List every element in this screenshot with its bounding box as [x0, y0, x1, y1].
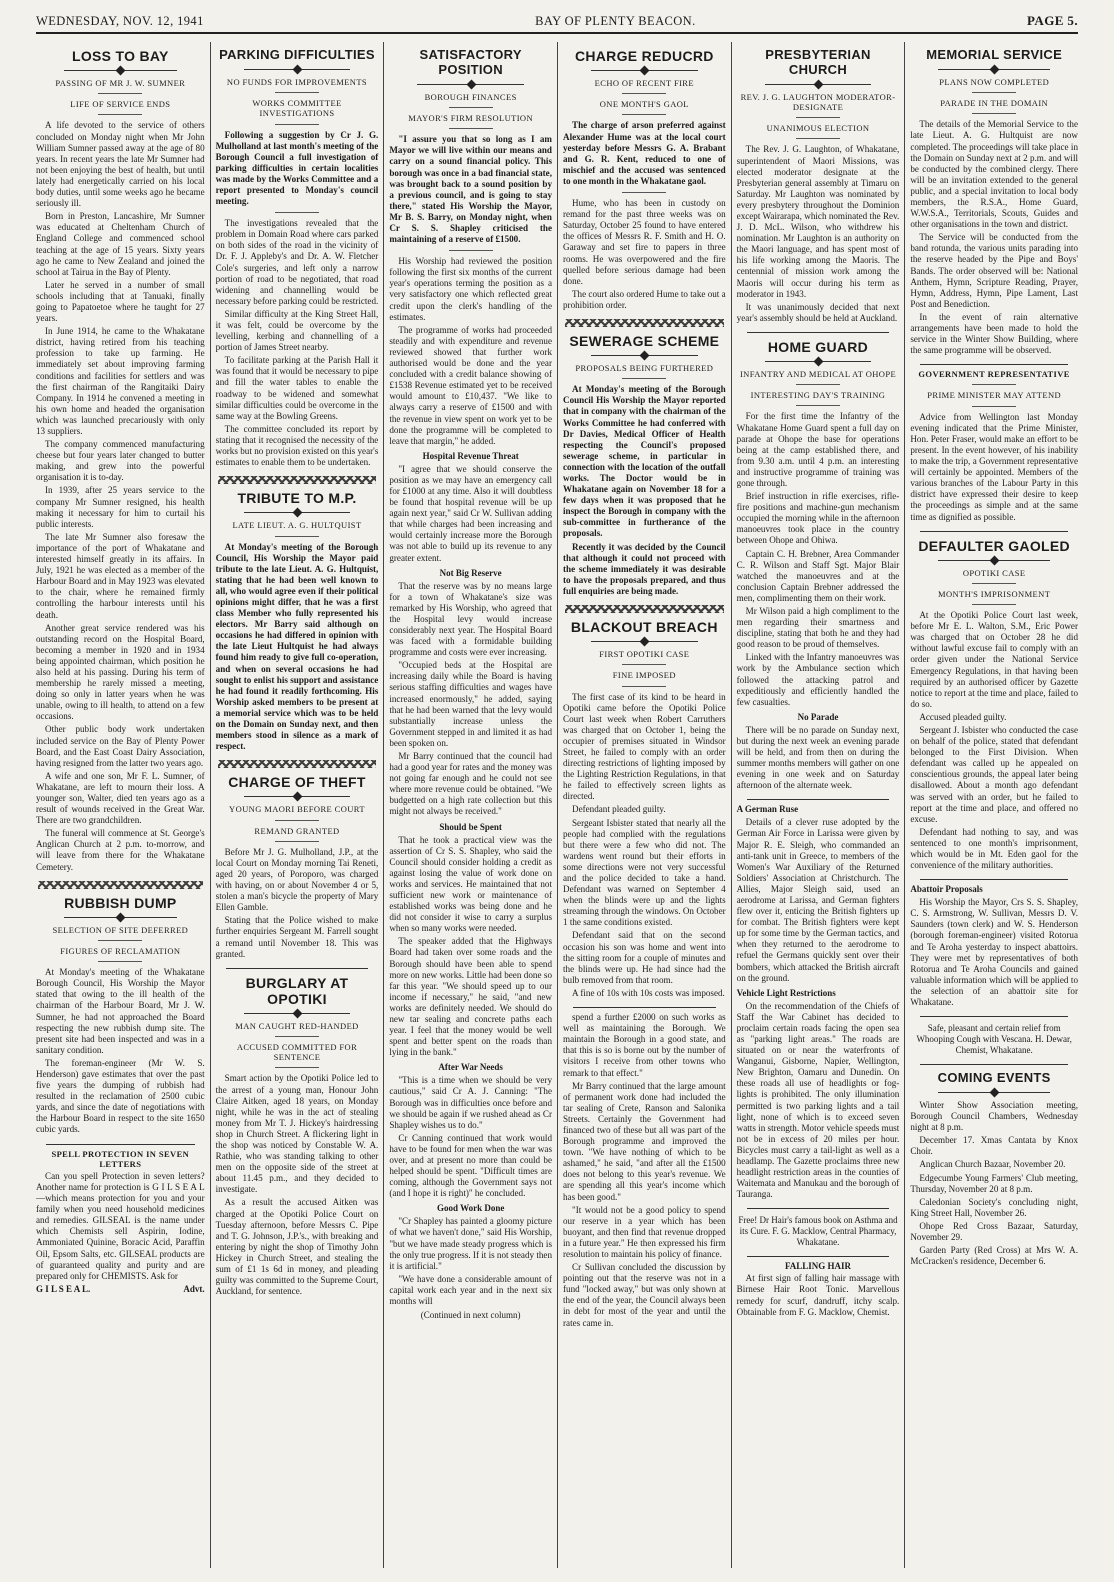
paragraph: It was unanimously decided that next year's assembly should be held at Auckland.	[736, 301, 900, 323]
paragraph: "Occupied beds at the Hospital are increasing daily while the Board is having serious staffing difficulties and wages have increased enormously," he added, saying that he had been warned that the levy would substantially increase unless the Government stepped in and limited it as had been spoken on.	[389, 660, 552, 748]
divider	[920, 364, 1068, 365]
headline-rule	[244, 792, 351, 801]
paragraph: That he took a practical view was the assertion of Cr S. S. Shapley, who said the Council should consider holding a credit as against losing the value of work done on works and services. He maintained that not sufficient new work or maintenance of established works was being done and he did not consider it wise to carry a surplus when so many works were needed.	[389, 834, 552, 934]
article-rubbish-dump	[36, 895, 205, 1136]
deck-divider	[275, 1067, 319, 1068]
deck: PROPOSALS BEING FURTHERED	[575, 363, 714, 374]
paragraph: Defendant said that on the second occasion his son was home and went into the sitting room for a couple of minutes and the blinds were up. He had since had the bulb removed from that room.	[563, 930, 726, 985]
paragraph: That the reserve was by no means large for a town of Whakatane's size was remarked by His Worship, who agreed that the Hospital levy would increase considerably next year. The Hospital Board was faced with a formidable building programme and costs were ever increasing.	[389, 580, 552, 658]
article-body	[389, 256, 552, 1307]
headline-rule	[244, 508, 351, 517]
paragraph: spend a further £2000 on such works as well as maintaining the Borough. We maintain the Borough in a good state, and that this is so is borne out by the number of visitors I receive from other towns who remark to that effect."	[563, 1012, 726, 1078]
headline: LOSS TO BAY	[71, 48, 169, 64]
deck: PLANS NOW COMPLETED	[939, 76, 1050, 87]
article-satisfactory-position	[389, 48, 552, 1320]
deck: LATE LIEUT. A. G. HULTQUIST	[232, 520, 362, 531]
deck: MAYOR'S FIRM RESOLUTION	[408, 113, 534, 124]
paragraph: Other public body work undertaken included service on the Bay of Plenty Power Board, and the East Coast Dairy Association, having resigned from the latter two years ago.	[36, 724, 205, 768]
deck-divider	[275, 820, 319, 821]
headline: RUBBISH DUMP	[64, 894, 177, 911]
article-government-representative	[910, 369, 1078, 522]
deck-divider	[622, 93, 666, 94]
deck: INTERESTING DAY'S TRAINING	[750, 390, 886, 401]
deck-divider	[275, 92, 319, 93]
paragraph: In June 1914, he came to the Whakatane district, having retired from his teaching profession to take up farming. He immediately set about improving farming conditions and facilities for settlers and was the first chairman of the Rangitaiki Dairy Company. In 1914 he convened a meeting in his own home and headed the organisation which was launched precariously with only 13 suppliers.	[36, 326, 205, 436]
article-body	[563, 198, 726, 311]
paragraph: On the recommendation of the Chiefs of Staff the War Cabinet has decided to proclaim certain roads facing the open sea as "parking light areas." The roads are situated on or near the waterfronts of Wanganui, Gisborne, Napier, Wellington, New Brighton, Oamaru and Dunedin. On these roads all use of headlights or fog-lights is prohibited. The only illumination permitted is two parking lights and a tail light, none of which is to exceed seven watts in strength. Motor vehicle speeds must not be in excess of 20 miles per hour. Bicycles must carry a tail-light as well as a headlamp. The Gazette proclaims three new headlight restriction areas in the counties of Waitemata and Manukau and the borough of Tauranga.	[736, 1000, 900, 1200]
paragraph: Sergeant Isbister stated that nearly all the people had complied with the regulations but there were a few who did not. The wardens went round but their efforts in some directions were not very successful and the police decided to take a hand. Defendant was warned on September 4 when the blinds were up and the lights streaming through the windows. On October 1 the same conditions existed.	[563, 817, 726, 928]
deck: REMAND GRANTED	[254, 825, 340, 836]
paragraph: The company commenced manufacturing cheese but four years later changed to butter making, and grew into the powerful organisation it is to-day.	[36, 439, 205, 483]
paragraph: "It would not be a good policy to spend our reserve in a year which has been buoyant, and then find that revenue dropped in a future year." He then expressed his firm resolution to maintain his policy of finance.	[563, 1204, 726, 1259]
deck-divider	[98, 961, 142, 962]
paragraph: For the first time the Infantry of the Whakatane Home Guard spent a full day on parade at Ohope the base for operations being at the camp established there, and from 9.30 a.m. until 4 p.m. an interesting and instructive programme of training was gone through.	[736, 411, 900, 488]
headline: CHARGE REDUCRD	[574, 48, 714, 64]
column-4	[557, 42, 731, 1568]
paragraph: Brief instruction in rifle exercises, rifle-fire positions and machine-gun mechanism occupied the morning while in the afternoon manoeuvres took place in the country between Ohope and Ohiwa.	[736, 491, 900, 546]
advert-body	[36, 1171, 205, 1282]
divider	[920, 1016, 1068, 1017]
headline: BURGLARY AT OPOTIKI	[245, 974, 349, 1007]
deck-divider	[972, 406, 1016, 407]
paragraph: Recently it was decided by the Council that although it could not proceed with the scheme immediately it was desirable to have the proposals prepared, and thus full enquiries are being made.	[563, 541, 726, 596]
divider	[747, 1208, 890, 1209]
paragraph: "We have done a considerable amount of capital work each year and in the next six months will	[389, 1273, 552, 1306]
events-list	[910, 1100, 1078, 1267]
advert-asthma: Free! Dr Hair's famous book on Asthma and its Cure. F. G. Macklow, Central Pharmacy, Whakatane.	[738, 1215, 898, 1248]
article-defaulter-gaoled	[910, 538, 1078, 872]
event-item: Ohope Red Cross Bazaar, Saturday, November 29.	[910, 1220, 1078, 1242]
deck-divider	[796, 405, 840, 406]
paragraph: The foreman-engineer (Mr W. S. Henderson) gave estimates that over the past five years the dumping of rubbish had resulted in the reclamation of 2500 cubic yards, and since the date of negotiations with the Harbour Board in respect to the site 1650 cubic yards.	[36, 1057, 205, 1135]
paragraph: The programme of works had proceeded steadily and with expenditure and revenue reviewed showed that further work authorised would be done and the year concluded with a credit balance showing of £1538 Revenue estimated yet to be received would amount to £10,437. "We like to always carry a reserve of £1500 and with the revenue in view spent on work yet to be done the programme will be completed to leave that margin," he added.	[389, 324, 552, 446]
headline-rule	[938, 556, 1050, 565]
column-1	[36, 42, 210, 1568]
article-presbyterian	[737, 48, 900, 324]
newspaper-columns	[36, 42, 1078, 1568]
divider	[920, 531, 1068, 532]
event-item: December 17. Xmas Cantata by Knox Choir.	[910, 1135, 1078, 1157]
masthead	[36, 8, 1078, 34]
deck-divider	[622, 686, 666, 687]
deck-divider	[449, 128, 493, 129]
article-charge-reduced	[563, 48, 726, 311]
deck: FIRST OPOTIKI CASE	[599, 649, 690, 660]
advert-body	[737, 1273, 900, 1317]
paragraph: "Cr Shapley has painted a gloomy picture of what we haven't done," said His Worship, "but we have made steady progress which is the only true progress. If it is not steady then it is artificial."	[389, 1216, 552, 1271]
deck: FIGURES OF RECLAMATION	[60, 945, 181, 956]
deck-divider	[972, 113, 1016, 114]
divider	[747, 799, 890, 800]
deck-divider	[622, 664, 666, 665]
paragraph: At Monday's meeting of the Borough Council, His Worship the Mayor paid tribute to the late Lieut. A. G. Hultquist, stating that he had been well known to all, who would agree even if their political opinions might differ, that he was a first class Member who fully represented his electors. Mr Barry said although on occasions he had differed in opinion with the late Lieut Hultquist he had always found him ready to give full co-operation, and when on several occasions he had sought to enlist his support and assistance he had found it readily forthcoming. His Worship asked members to be present at a memorial service which was to be held on the Domain on Sunday next, and then members stood in silence as a mark of respect.	[215, 541, 379, 752]
subheading: Good Work Done	[436, 1203, 505, 1214]
article-home-guard	[737, 339, 900, 791]
paragraph: Another great service rendered was his outstanding record on the Hospital Board, becoming a member in 1920 and in 1934 being appointed chairman, which position he also held at his passing. During his term of membership he rarely missed a meeting, doing so only in latter years when he was unable, owing to ill health, to attend on a few occasions.	[36, 622, 205, 722]
advert-falling-hair	[737, 1261, 900, 1317]
headline: HOME GUARD	[767, 338, 869, 355]
deck: NO FUNDS FOR IMPROVEMENTS	[226, 76, 368, 87]
deck: WORKS COMMITTEE INVESTIGATIONS	[252, 98, 342, 119]
article-body	[216, 847, 379, 960]
zigzag-divider	[218, 476, 377, 484]
paragraph: Smart action by the Opotiki Police led to the arrest of a young man, Honour John Claire Aitken, aged 18 years, on Monday night, while he was in the act of stealing money from Mr T. J. Hickey's hairdressing shop in Church Street. A flickering light in the shop was noticed by Constable W. A. Rathie, who was standing talking to other men on the opposite side of the street at about 11.45 p.m., and they decided to investigate.	[215, 1073, 379, 1195]
zigzag-divider	[565, 319, 724, 327]
headline: SATISFACTORY POSITION	[419, 47, 522, 77]
deck-divider	[622, 378, 666, 379]
deck: ONE MONTH'S GAOL	[599, 99, 689, 110]
section-coming-events	[910, 1071, 1078, 1267]
paragraph: As a result the accused Aitken was charged at the Opotiki Police Court on Tuesday afternoon, before Messrs C. Pipe and T. G. Johnson, J.P.'s., with breaking and entering by night the shop of Timothy John Hickey in Church Street, and stealing the sum of £1 1s 6d in money, and pleading guilty was committed to the Supreme Court, Auckland, for sentence.	[215, 1197, 379, 1297]
divider	[46, 1144, 195, 1145]
deck: LIFE OF SERVICE ENDS	[70, 99, 171, 110]
headline: CHARGE OF THEFT	[228, 774, 366, 791]
headline-rule	[938, 1088, 1050, 1097]
deck: INFANTRY AND MEDICAL AT OHOPE	[739, 369, 897, 380]
subheading: No Parade	[797, 711, 839, 722]
headline-rule	[64, 913, 177, 922]
deck-divider	[275, 212, 319, 213]
headline-rule	[64, 66, 177, 75]
deck-divider	[972, 604, 1016, 605]
article-body	[737, 411, 900, 791]
article-lead	[389, 134, 552, 245]
article-body	[563, 692, 726, 1000]
article-body	[36, 120, 205, 872]
event-item: Winter Show Association meeting, Borough Council Chambers, Wednesday night at 8 p.m.	[910, 1099, 1078, 1133]
deck-divider	[275, 124, 319, 125]
paragraph: Similar difficulty at the King Street Hall, it was felt, could be overcome by the levelling, kerbing and channelling of a portion of James Street nearby.	[215, 308, 379, 353]
article-lead	[216, 130, 379, 208]
paragraph: His Worship the Mayor, Crs S. S. Shapley, C. S. Armstrong, W. Sullivan, Messrs D. V. Saunders (town clerk) and W. S. Henderson (borough foreman-engineer) visited Rotorua and Te Aroha yesterday to inspect abattoirs. They were met by representatives of both Rotorua and Te Aroha Councils and gained valuable information which will be applied to the selection of an abattoir site for Whakatane.	[910, 897, 1078, 1008]
headline: PRESBYTERIAN CHURCH	[765, 47, 871, 77]
deck: ACCUSED COMMITTED FOR SENTENCE	[236, 1042, 358, 1063]
paragraph: In the event of rain alternative arrangements have been made to hold the service in the Winter Show Building, where the same programme will be observed.	[910, 311, 1078, 356]
paragraph: The first case of its kind to be heard in Opotiki came before the Opotiki Police Court last week when Robert Carruthers was charged that on October 1, being the occupier of premises situated in Windsor Street, he failed to comply with an order directing restrictions of lighting imposed by the Lighting Restriction Regulations, in that he failed to effectively screen lights as directed.	[563, 691, 726, 802]
paragraph: The investigations revealed that the problem in Domain Road where cars parked on both sides of the road in the vicinity of Dr. F. J. Appleby's and Dr. A. W. Fletcher Cole's surgeries, and left only a narrow portion of road to be negotiated, that road widening and channelling would be necessary before parking could be restricted.	[215, 218, 379, 306]
paragraph: The late Mr Sumner also foresaw the importance of the port of Whakatane and interested himself greatly in its affairs. In July, 1921 he was elected as a member of the Harbour Board and in May 1923 was elevated to the chair, where he remained firmly controlling the harbour interests until his death.	[36, 531, 205, 620]
advt-label: Advt.	[183, 1283, 205, 1294]
zigzag-divider	[218, 760, 377, 768]
article-body	[910, 412, 1078, 523]
zigzag-divider	[565, 605, 724, 613]
article-tribute	[216, 490, 379, 752]
paragraph: "This is a time when we should be very cautious," said Cr A. J. Canning: "The Borough was in difficulties once before and we should be again if we rushed ahead as Cr Shapley wishes us to do."	[389, 1075, 552, 1130]
newspaper-title: BAY OF PLENTY BEACON.	[535, 14, 696, 28]
advert-headline: SPELL PROTECTION IN SEVEN LETTERS	[51, 1148, 190, 1169]
deck: PARADE IN THE DOMAIN	[940, 98, 1049, 109]
paragraph: Captain C. H. Brebner, Area Commander C. R. Wilson and Staff Sgt. Major Blair watched the manoeuvres and at the conclusion Captain Brebner addressed the men, complimenting them on their work.	[736, 548, 900, 603]
paragraph: "I assure you that so long as I am Mayor we will live within our means and carry on a sound financial policy. This borough was once in a bad financial state, was brought back to a sound position by a previous council, and is going to stay there," stated His Worship the Mayor, Mr B. S. Barry, on Monday night, when Cr S. S. Shapley criticised the maintaining of a reserve of £1500.	[389, 134, 552, 245]
article-body	[910, 119, 1078, 356]
article-sewerage	[563, 333, 726, 597]
paragraph: A fine of 10s with 10s costs was imposed.	[572, 987, 725, 998]
deck: YOUNG MAORI BEFORE COURT	[229, 804, 365, 815]
article-parking	[216, 48, 379, 468]
article-body	[737, 144, 900, 324]
divider	[920, 1064, 1068, 1065]
paragraph: In 1939, after 25 years service to the company Mr Sumner resigned, his health making it necessary for him to curtail his public interests.	[36, 485, 205, 529]
paragraph: Sergeant J. Isbister who conducted the case on behalf of the police, stated that defendant belonged to the First Division. When defendant was called up he appealed on conscientious grounds, the appeal later being disallowed. About a month ago defendant was served with an order, but he failed to report at the time and place, and offered no excuse.	[910, 725, 1078, 824]
paragraph: To facilitate parking at the Parish Hall it was found that it would be necessary to pipe and fill the water tables to enable the roadway to be widened and somewhat similar difficulties could be overcome in the same way at the Bowling Greens.	[215, 355, 379, 421]
deck-divider	[622, 192, 666, 193]
headline-rule	[244, 65, 351, 74]
divider	[920, 879, 1068, 880]
paragraph: Stating that the Police wished to make further enquiries Sergeant M. Farrell sought a remand until November 18. This was granted.	[215, 915, 379, 959]
subheading: Vehicle Light Restrictions	[736, 987, 836, 998]
deck: MONTH'S IMPRISONMENT	[938, 588, 1051, 599]
subheading: Should be Spent	[439, 821, 502, 832]
deck: MAN CAUGHT RED-HANDED	[235, 1020, 359, 1031]
headline-rule	[591, 351, 698, 360]
article-body	[216, 1073, 379, 1297]
article-body	[910, 610, 1078, 871]
article-memorial-service	[910, 48, 1078, 356]
paragraph: Advice from Wellington last Monday evening indicated that the Prime Minister, Hon. Peter Fraser, would make an effort to be present. In the event however, of his inability to make the trip, a Government representative will certainly be appointed. Members of the various branches of the Labour Party in this district have expressed their desire to keep the proceedings as simple and at the same time as dignified as possible.	[910, 411, 1078, 522]
paragraph: Hume, who has been in custody on remand for the past three weeks was on Saturday, October 25 found to have entered the offices of Messrs R. F. Smith and H. O. Garaway and set fire to papers in three rooms. He was overpowered and the fire quelled before serious damage had been done.	[563, 198, 726, 286]
deck: SELECTION OF SITE DEFERRED	[52, 924, 189, 935]
article-loss-to-bay	[36, 48, 205, 873]
zigzag-divider	[38, 881, 203, 889]
paragraph: Cr Canning continued that work would have to be found for men when the war was over, and at present no more than could be helped should be spent. "Difficult times are coming, although the Government says not (and I hope it is right)" he concluded.	[389, 1132, 552, 1199]
subheading: Hospital Revenue Threat	[422, 450, 519, 461]
advert-signature	[36, 1284, 205, 1294]
deck: OPOTIKI CASE	[962, 567, 1026, 578]
paragraph: At Monday's meeting of the Whakatane Borough Council, His Worship the Mayor stated that owing to the ill health of the chairman of the Harbour Board, Mr J. W. Sumner, he had not approached the Board respecting the new rubbish dump site. The present site had been inspected and was in a sanitary condition.	[36, 967, 205, 1055]
deck-divider	[98, 93, 142, 94]
paragraph: Cr Sullivan concluded the discussion by pointing out that the reserve was not in a fund "locked away," but was only shown at the end of the year, the Council always been in debt for most of the year and until the rates came in.	[563, 1262, 726, 1328]
subheading: After War Needs	[438, 1062, 503, 1073]
subheading: Not Big Reserve	[439, 567, 502, 578]
divider	[747, 1256, 890, 1257]
event-item: Caledonian Society's concluding night, King Street Hall, November 26.	[910, 1196, 1078, 1218]
paragraph: The speaker added that the Highways Board had taken over some roads and the Borough should have been able to spend more on new works. Little had been done so far this year. "We should speed up to our income if necessary," he said, "and new works are definitely needed. We should do new tar sealing and concrete paths each year. I feel that the money would be well spent and better spent on the roads than lying in the bank."	[389, 936, 552, 1058]
paragraph: Born in Preston, Lancashire, Mr Sumner was educated at Cheltenham Church of England College and commenced school teaching at the age of 15 years. Sixty years ago he came to New Zealand and joined the school at Tairua in the Bay of Plenty.	[36, 211, 205, 277]
deck: UNANIMOUS ELECTION	[766, 123, 870, 134]
article-body	[216, 542, 379, 753]
article-abattoir-proposals	[910, 884, 1078, 1008]
paragraph: Following a suggestion by Cr J. G. Mulholland at last month's meeting of the Borough Council a full investigation of parking difficulties in certain localities was made by the Works Committee and a report presented to Monday's council meeting.	[215, 129, 379, 207]
headline-rule	[244, 1009, 351, 1018]
paragraph: The committee concluded its report by stating that it recognised the necessity of the works but no provision existed on this year's estimates to enable them to be undertaken.	[215, 423, 379, 468]
paragraph: Mr Wilson paid a high compliment to the men regarding their smartness and discipline, stating that both he and they had good reason to be proud of themselves.	[736, 606, 900, 650]
paragraph: His Worship had reviewed the position following the first six months of the current year's operations terming the position as a very satisfactory one which reflected great credit upon the clerk's handling of the estimates.	[389, 256, 552, 322]
deck-divider	[98, 940, 142, 941]
deck-divider	[972, 384, 1016, 385]
headline: GOVERNMENT REPRESENTATIVE	[918, 369, 1070, 380]
paragraph: The Service will be conducted from the band rotunda, the various units parading into the reserve headed by the Pipe and Boys' Bands. The order observed will be: National Anthem, Hymn, Scripture Reading, Prayer, Hymn, Address, Hymn, Pipe Lament, Last Post and Benediction.	[910, 232, 1078, 309]
deck-divider	[275, 1036, 319, 1037]
article-theft	[216, 774, 379, 959]
deck-divider	[449, 107, 493, 108]
article-body	[216, 218, 379, 468]
paragraph: The court also ordered Hume to take out a prohibition order.	[563, 288, 726, 310]
column-2	[210, 42, 384, 1568]
paragraph: At first sign of falling hair massage with Birnese Hair Root Tonic. Marvellous remedy for scurf, dandruff, itchy scalp. Obtainable from F. G. Macklow, Chemist.	[736, 1273, 900, 1317]
article-lead	[563, 120, 726, 187]
paragraph: Defendant pleaded guilty.	[572, 804, 666, 815]
deck: ECHO OF RECENT FIRE	[594, 78, 694, 89]
headline-rule	[938, 65, 1050, 74]
paragraph: Mr Barry continued that the large amount of permanent work done had included the tar sealing of Crete, Ranson and Salonika Streets. Certainly the Government had financed two of these but all was part of the Borough programme and improved the town. "We have nothing of which to be ashamed," he said, "and after all the £1500 does not belong to this year's revenue. We are spending all this year's income which has been good."	[563, 1080, 726, 1202]
article-body	[563, 384, 726, 597]
paragraph: The Rev. J. G. Laughton, of Whakatane, superintendent of Maori Missions, was elected moderator designate at the Presbyterian general assembly at Timaru on Saturday. Mr Laughton was nominated by every presbytery throughout the Dominion except Wairarapa, which nominated the Rev. J. D. McL. Wilson, who withdrew his nomination. Mr Laughton is an authority on the Maori language, and has spent most of his life working among the Maoris. The centennial of mission work among the Maoris will occur during his term as moderator in 1943.	[736, 144, 900, 299]
advert-whooping-cough: Safe, pleasant and certain relief from Whooping Cough with Vescana. H. Dewar, Chemist, Whakatane.	[916, 1023, 1072, 1056]
headline: TRIBUTE TO M.P.	[237, 490, 357, 507]
article-blackout	[563, 619, 726, 999]
paragraph: A life devoted to the service of others concluded on Monday night when Mr John William Sumner passed away at the age of 80 years. In recent years the late Mr Sumner had not been enjoying the best of health, but until lately had energetically carried on his local body duties, until some weeks ago he became seriously ill.	[36, 120, 205, 209]
paragraph: Accused pleaded guilty.	[919, 711, 1007, 722]
headline: MEMORIAL SERVICE	[926, 47, 1063, 62]
paragraph: Later he served in a number of small schools including that at Tanuaki, finally going to Papatoetoe where he taught for 27 years.	[36, 279, 205, 324]
headline: DEFAULTER GAOLED	[918, 537, 1070, 554]
column-5	[731, 42, 905, 1568]
headline-rule	[765, 80, 872, 89]
paragraph: The charge of arson preferred against Alexander Hume was at the local court yesterday before Messrs G. A. Brabant and G. R. Kent, reduced to one of mischief and the accused was sentenced to one month in the Whakatane gaol.	[563, 120, 726, 186]
deck-divider	[98, 114, 142, 115]
divider	[747, 332, 890, 333]
article-burglary	[216, 975, 379, 1298]
article-body	[36, 967, 205, 1135]
paragraph: There will be no parade on Sunday next, but during the next week an evening parade will be held, and from then on during the summer months members will gather on one evening in one week and on Saturday afternoon of the alternate week.	[736, 724, 900, 791]
event-item: Edgecumbe Young Farmers' Club meeting, Thursday, November 20 at 8 p.m.	[910, 1172, 1078, 1194]
column-3	[383, 42, 557, 1568]
deck: PASSING OF MR J. W. SUMNER	[55, 78, 186, 89]
paragraph: "I agree that we should conserve the position as we may have an emergency call for £1000 at any time. Also it will doubtless be found that hospital revenue will be up again next year," said Cr W. Sullivan adding that while charges had been increasing and would certainly increase more the Borough was not able to build up its revenue to any greater extent.	[389, 463, 552, 563]
deck-divider	[796, 117, 840, 118]
deck-divider	[972, 92, 1016, 93]
deck-divider	[796, 138, 840, 139]
paragraph: The funeral will commence at St. George's Anglican Church at 2 p.m. to-morrow, and will leave from there for the Whakatane Cemetery.	[36, 828, 205, 872]
divider	[573, 1007, 716, 1008]
paragraph: At the Opotiki Police Court last week, before Mr E. L. Walton, S.M., Eric Power was charged that on October 28 he did without lawful excuse fail to comply with an order given under the National Service Emergency Regulations, in that having been required by an authorised officer by Gazette notice to report at the time and place, failed to do so.	[910, 610, 1078, 709]
paragraph: Before Mr J. G. Mulholland, J.P., at the local Court on Monday morning Tai Reneti, aged 20 years, of Poroporo, was charged with having, on or about November 4 or 5, stolen a man's bicycle the property of Mary Ellen Gamble.	[215, 846, 379, 913]
headline-rule	[417, 80, 524, 89]
brand-name: G I L S E A L.	[36, 1283, 91, 1294]
paragraph: Linked with the Infantry manoeuvres was work by the Ambulance section which followed the attacking patrol and expeditiously and efficiently handled the few casualties.	[736, 652, 900, 707]
deck: PRIME MINISTER MAY ATTEND	[927, 390, 1062, 401]
headline: COMING EVENTS	[937, 1070, 1051, 1086]
paragraph: The details of the Memorial Service to the late Lieut. A. G. Hultquist are now completed. The proceedings will take place in the Domain on Sunday next at 2 p.m. and will be conducted by the combined clergy. There will be an invitation extended to the general public, and a special invitation to local body members, the R.S.A., Home Guard, W.W.S.A., Territorials, Scouts, Guides and other organisations in the town and district.	[910, 119, 1078, 230]
headline: SEWERAGE SCHEME	[569, 332, 720, 349]
subheading: Abattoir Proposals	[910, 884, 983, 895]
headline: BLACKOUT BREACH	[570, 619, 718, 636]
paragraph: Mr Barry continued that the council had had a good year for rates and the money was not going far enough and he could not see where more revenue could be obtained. "We budgetted on a high rate collection but this might not always be received."	[389, 750, 552, 817]
headline-rule	[591, 637, 698, 646]
advert-headline: FALLING HAIR	[784, 1261, 852, 1272]
paragraph: At Monday's meeting of the Borough Council His Worship the Mayor reported that in company with the chairman of the Works Committee he had conferred with Dr Davies, Medical Officer of Health respecting the Council's proposed sewerage scheme, in particular in connection with the location of the outfall works. The Doctor would be in Whakatane again on November 18 for a few days when it was proposed that he inspect the Borough in company with the sub-committee in furtherance of the proposals.	[563, 384, 726, 539]
deck-divider	[275, 841, 319, 842]
event-item: Garden Party (Red Cross) at Mrs W. A. McCracken's residence, December 6.	[910, 1245, 1078, 1267]
headline-rule	[591, 66, 698, 75]
paragraph: Details of a clever ruse adopted by the German Air Force in Larissa were given by Major R. E. Sleigh, who commanded an anti-tank unit in Greece, to members of the Women's War Auxiliary of the Returned Soldiers' Association at Christchurch. The Allies, Major Sleigh said, used an aerodrome at Larissa, and German fighters flew over it, enticing the British fighters up for combat. The British fighters were kept up for some time by the German tactics, and when they returned to the aerodrome to refuel the Germans quickly sent over their bombers, which attacked the British aircraft on the ground.	[736, 817, 900, 983]
column-6	[904, 42, 1078, 1568]
headline-rule	[765, 357, 872, 366]
deck-divider	[972, 583, 1016, 584]
advert-gilseal	[36, 1149, 205, 1294]
deck: BOROUGH FINANCES	[424, 91, 517, 102]
page-number: PAGE 5.	[1027, 13, 1078, 28]
deck: FINE IMPOSED	[612, 670, 676, 681]
issue-date: WEDNESDAY, NOV. 12, 1941	[36, 14, 204, 28]
deck-divider	[796, 384, 840, 385]
headline: PARKING DIFFICULTIES	[219, 47, 375, 62]
subheading: A German Ruse	[736, 804, 799, 815]
paragraph: A wife and one son, Mr F. L. Sumner, of Whakatane, are left to mourn their loss. A younger son, Walter, died ten years ago as a result of wounds received in the Great War. There are two grandchildren.	[36, 770, 205, 826]
event-item: Anglican Church Bazaar, November 20.	[919, 1159, 1066, 1170]
deck-divider	[275, 536, 319, 537]
paragraph: Defendant had nothing to say, and was sentenced to one month's imprisonment, which would be in Mt. Eden gaol for the convenience of the military authorities.	[910, 826, 1078, 871]
deck-divider	[449, 250, 493, 251]
continued-article-body	[563, 1012, 726, 1329]
paragraph: Can you spell Protection in seven letters? Another name for protection is G I L S E A L—which means protection for you and your family when you need household medicines and remedies. GILSEAL is the name under which Chemists sell Aspirin, Iodine, Ammoniated Quinine, Boracic Acid, Paraffin Oil, Epsom Salts, etc. GILSEAL products are of guaranteed quality and purity and are prepared only for CHEMISTS. Ask for	[36, 1170, 205, 1281]
continued-note: (Continued in next column)	[420, 1310, 521, 1321]
deck-divider	[622, 114, 666, 115]
divider	[226, 968, 369, 969]
article-german-ruse	[737, 804, 900, 1200]
deck: REV. J. G. LAUGHTON MODERATOR-DESIGNATE	[740, 91, 896, 113]
